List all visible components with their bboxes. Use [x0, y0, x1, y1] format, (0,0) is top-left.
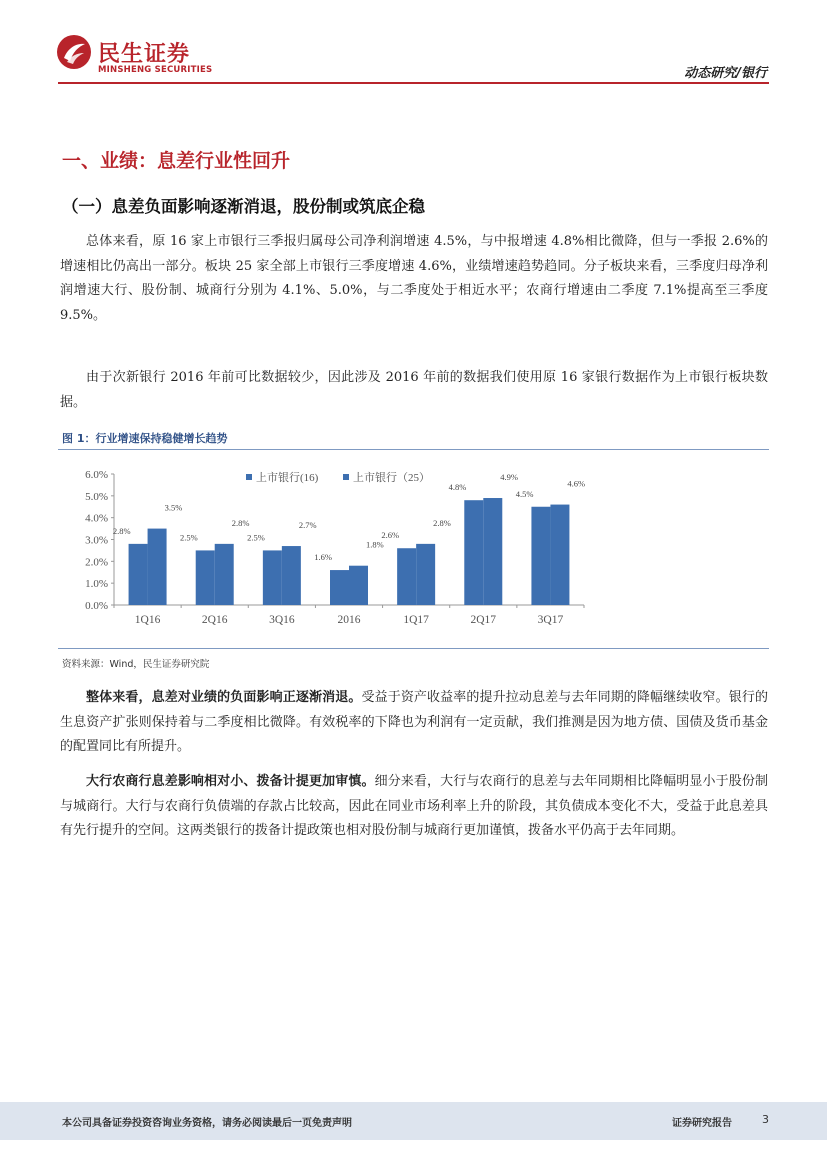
- bar-series16: [330, 570, 349, 605]
- data-label: 2.7%: [298, 520, 317, 531]
- figure-title: 图 1：行业增速保持稳健增长趋势: [62, 432, 228, 445]
- bar-series16: [397, 548, 416, 605]
- bar-series25: [148, 529, 167, 605]
- section-title: 一、业绩：息差行业性回升: [62, 150, 291, 172]
- legend-swatch: [343, 474, 349, 480]
- paragraph-4-body: 细分来看，大行与农商行的息差与去年同期相比降幅明显小于股份制与城商行。大行与农商行负债端的存款占比较高，因此在同业市场利率上升的阶段，其负债成本变化不大，受益于此息差具有先行提升的空间。这两类银行的拨备计提政策也相对股份制与城商行更加谨慎，拨备水平仍高于去年同期。: [60, 774, 768, 838]
- paragraph-3: [60, 686, 768, 760]
- x-tick-label: 3Q16: [269, 614, 295, 626]
- x-tick-label: 3Q17: [537, 614, 564, 626]
- y-tick-label: 6.0%: [85, 469, 108, 481]
- bar-series16: [531, 507, 550, 605]
- y-tick-label: 4.0%: [85, 512, 108, 525]
- data-label: 2.5%: [179, 532, 198, 543]
- bar-series16: [196, 550, 215, 605]
- paragraph-2: 由于次新银行 2016 年前可比数据较少，因此涉及 2016 年前的数据我们使用原 16 家银行数据作为上市银行板块数据。: [60, 370, 768, 410]
- bar-chart: [58, 452, 769, 644]
- y-tick-label: 1.0%: [85, 578, 108, 591]
- paragraph-4: [60, 770, 768, 844]
- data-label: 1.8%: [366, 539, 384, 550]
- report-type-label: 动态研究/银行: [684, 66, 767, 81]
- bar-series25: [550, 505, 569, 605]
- bar-series16: [129, 544, 148, 605]
- y-tick-label: 0.0%: [85, 600, 108, 612]
- paragraph-1: 总体来看，原 16 家上市银行三季报归属母公司净利润增速 4.5%，与中报增速 4.8%相比微降，但与一季报 2.6%的增速相比仍高出一部分。板块 25 家全部上市银行三季度增速 4.6%，业绩增速趋势趋同。分子板块来看，三季度归母净利润增速大行、股份制、城商行分别为 4.1%、5.0%，与二季度处于相近水平；农商行增速由二季度 7.1%提高至三季度 9.5%。: [60, 234, 768, 323]
- footer-disclaimer: 本公司具备证券投资咨询业务资格，请务必阅读最后一页免责声明: [62, 1118, 352, 1129]
- data-label: 2.5%: [247, 532, 265, 543]
- x-tick-label: 2Q17: [470, 614, 497, 626]
- legend-label: 上市银行(16): [256, 472, 319, 484]
- logo-chinese-name: 民生证券: [98, 42, 191, 67]
- page-footer: [0, 1102, 827, 1140]
- x-tick-label: 2016: [337, 614, 361, 626]
- figure-top-rule: [58, 449, 769, 450]
- x-tick-label: 1Q16: [134, 614, 161, 626]
- legend-swatch: [246, 474, 252, 480]
- data-label: 4.8%: [448, 482, 467, 493]
- page-header: [0, 0, 827, 90]
- data-label: 4.5%: [515, 488, 534, 499]
- bar-series25: [215, 544, 234, 605]
- bar-series25: [349, 566, 368, 605]
- data-label: 4.6%: [567, 478, 586, 489]
- subsection-title: （一）息差负面影响逐渐消退，股份制或筑底企稳: [62, 197, 425, 216]
- data-label: 2.8%: [231, 517, 250, 528]
- y-tick-label: 2.0%: [85, 556, 108, 569]
- bar-series16: [263, 550, 282, 605]
- data-label: 2.8%: [112, 525, 131, 536]
- footer-doc-type: 证券研究报告: [672, 1118, 732, 1129]
- bar-series25: [483, 498, 502, 605]
- figure-source: 资料来源：Wind，民生证券研究院: [62, 659, 210, 670]
- data-label: 2.6%: [381, 530, 400, 541]
- paragraph-3-lead: 整体来看，息差对业绩的负面影响正逐渐消退。: [86, 690, 362, 705]
- minsheng-logo-icon: [56, 34, 92, 70]
- data-label: 2.8%: [433, 517, 451, 528]
- logo-english-name: MINSHENG SECURITIES: [98, 65, 213, 75]
- bar-series16: [464, 500, 483, 605]
- x-tick-label: 2Q16: [201, 614, 228, 626]
- y-tick-label: 3.0%: [85, 534, 108, 547]
- x-tick-label: 1Q17: [403, 614, 429, 626]
- paragraph-3-body: 受益于资产收益率的提升拉动息差与去年同期的降幅继续收窄。银行的生息资产扩张则保持着与二季度相比微降。有效税率的下降也为利润有一定贡献，我们推测是因为地方债、国债及货币基金的配置同比有所提升。: [60, 690, 768, 754]
- bar-series25: [416, 544, 435, 605]
- figure-bottom-rule: [58, 648, 769, 649]
- bar-series25: [282, 546, 301, 605]
- header-divider: [58, 82, 769, 84]
- data-label: 3.5%: [164, 502, 183, 513]
- y-tick-label: 5.0%: [85, 490, 108, 503]
- company-logo: [56, 34, 236, 80]
- page-number: 3: [762, 1113, 769, 1126]
- legend-label: 上市银行（25）: [353, 472, 430, 484]
- data-label: 4.9%: [500, 472, 519, 483]
- paragraph-4-lead: 大行农商行息差影响相对小、拨备计提更加审慎。: [86, 774, 375, 789]
- data-label: 1.6%: [314, 552, 332, 563]
